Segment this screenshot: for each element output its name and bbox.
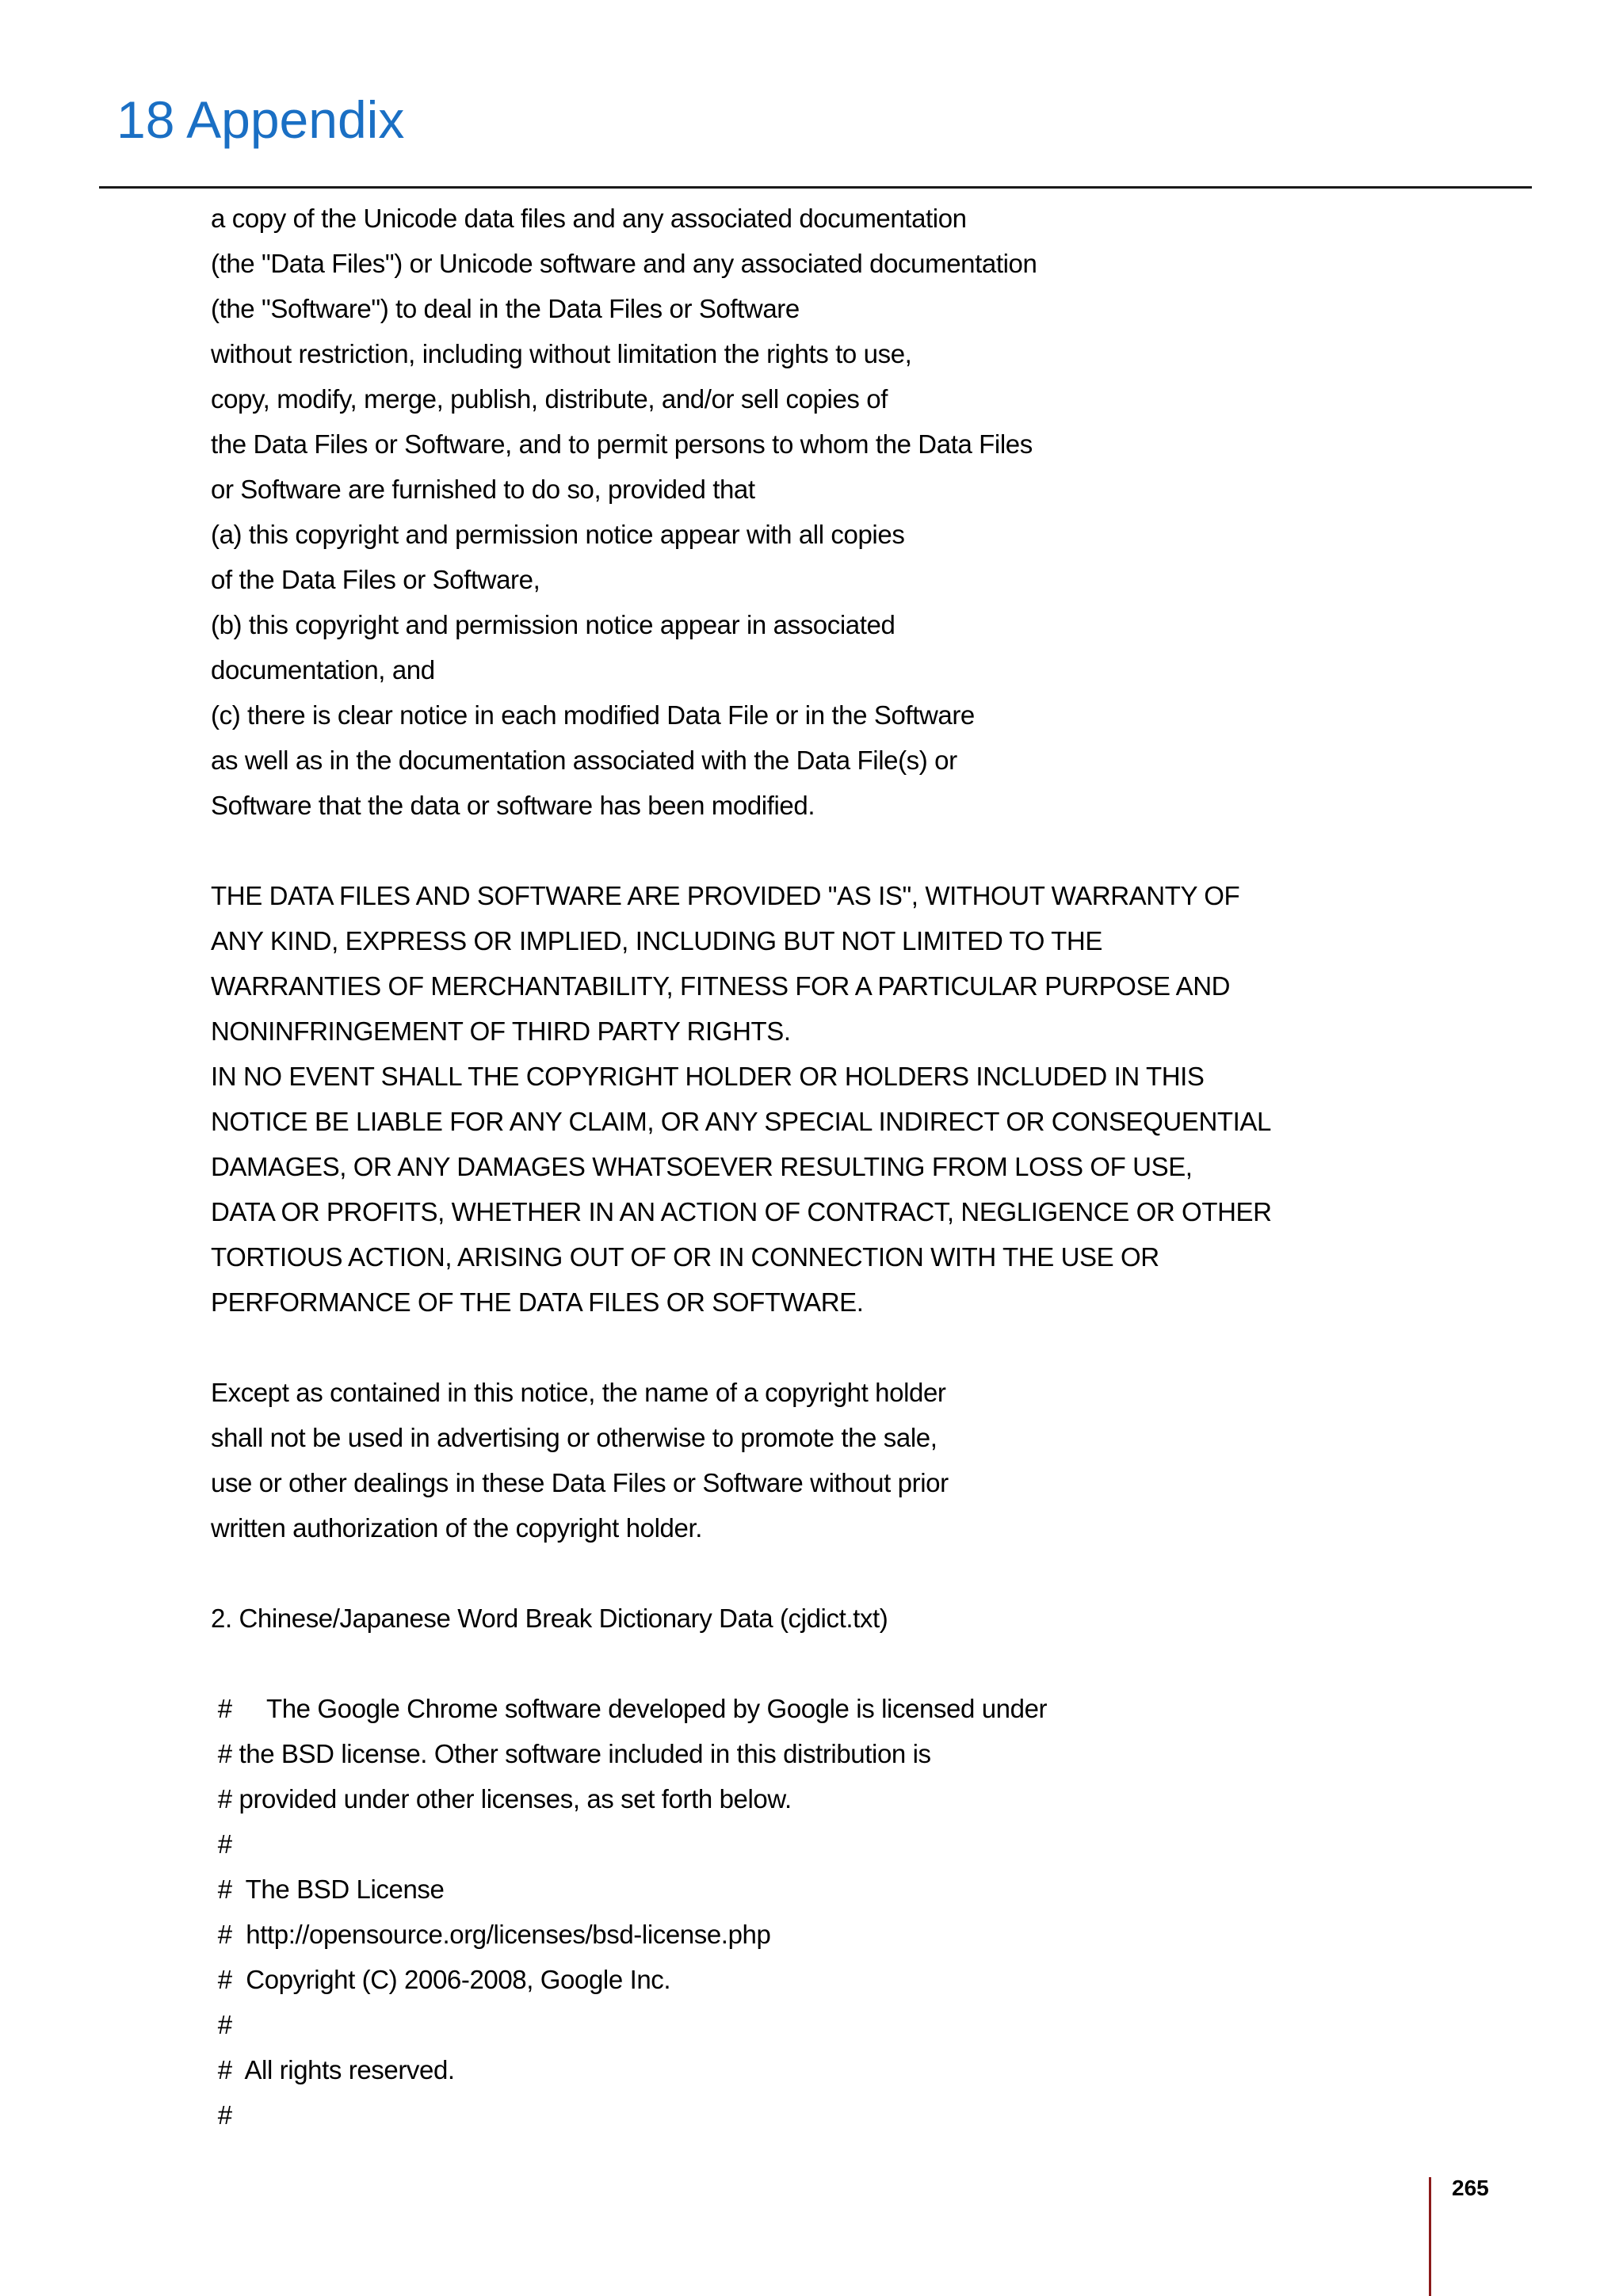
text-line: use or other dealings in these Data Files or Software without prior	[211, 1468, 949, 1497]
text-line: 2. Chinese/Japanese Word Break Dictionary Data (cjdict.txt)	[211, 1604, 888, 1633]
text-line: the Data Files or Software, and to permit persons to whom the Data Files	[211, 429, 1033, 459]
text-line: # provided under other licenses, as set forth below.	[211, 1784, 792, 1814]
text-line: # The Google Chrome software developed by Google is licensed under	[211, 1694, 1048, 1723]
text-line: IN NO EVENT SHALL THE COPYRIGHT HOLDER OR HOLDERS INCLUDED IN THIS	[211, 1062, 1205, 1091]
text-line: as well as in the documentation associated with the Data File(s) or	[211, 746, 957, 775]
text-line: ANY KIND, EXPRESS OR IMPLIED, INCLUDING BUT NOT LIMITED TO THE	[211, 926, 1102, 955]
text-line	[211, 1550, 1479, 1596]
text-line: (the "Data Files") or Unicode software and any associated documentation	[211, 249, 1037, 278]
text-line: of the Data Files or Software,	[211, 565, 540, 594]
text-line: Except as contained in this notice, the name of a copyright holder	[211, 1378, 946, 1407]
text-line: written authorization of the copyright holder.	[211, 1513, 702, 1543]
text-line: or Software are furnished to do so, provided that	[211, 475, 755, 504]
text-line: without restriction, including without limitation the rights to use,	[211, 339, 912, 368]
title-divider	[99, 186, 1532, 189]
page-number: 265	[1452, 2176, 1489, 2200]
text-line: # The BSD License	[211, 1875, 445, 1904]
text-line: (the "Software") to deal in the Data Files or Software	[211, 294, 800, 323]
text-line	[211, 1325, 1479, 1370]
text-line: copy, modify, merge, publish, distribute, and/or sell copies of	[211, 384, 888, 414]
text-line: Software that the data or software has been modified.	[211, 791, 815, 820]
text-line: a copy of the Unicode data files and any associated documentation	[211, 204, 967, 233]
text-line: #	[211, 2010, 232, 2039]
text-line: # the BSD license. Other software included in this distribution is	[211, 1739, 931, 1768]
text-line: (a) this copyright and permission notice appear with all copies	[211, 520, 905, 549]
text-line: THE DATA FILES AND SOFTWARE ARE PROVIDED "AS IS", WITHOUT WARRANTY OF	[211, 881, 1240, 910]
text-line: NOTICE BE LIABLE FOR ANY CLAIM, OR ANY SPECIAL INDIRECT OR CONSEQUENTIAL	[211, 1107, 1271, 1136]
text-line: # Copyright (C) 2006-2008, Google Inc.	[211, 1965, 671, 1994]
chapter-title: 18 Appendix	[116, 90, 405, 149]
text-line: shall not be used in advertising or otherwise to promote the sale,	[211, 1423, 938, 1452]
footer-divider	[1429, 2177, 1431, 2296]
text-line: (c) there is clear notice in each modified Data File or in the Software	[211, 700, 975, 730]
text-line	[211, 828, 1479, 873]
text-line: PERFORMANCE OF THE DATA FILES OR SOFTWARE.	[211, 1287, 864, 1317]
text-line: NONINFRINGEMENT OF THIRD PARTY RIGHTS.	[211, 1016, 791, 1046]
license-text	[211, 196, 1479, 2138]
text-line: DATA OR PROFITS, WHETHER IN AN ACTION OF CONTRACT, NEGLIGENCE OR OTHER	[211, 1197, 1272, 1226]
text-line: DAMAGES, OR ANY DAMAGES WHATSOEVER RESULTING FROM LOSS OF USE,	[211, 1152, 1193, 1181]
text-line: #	[211, 1829, 232, 1859]
text-line: #	[211, 2100, 232, 2130]
text-line: # All rights reserved.	[211, 2055, 455, 2084]
text-line: documentation, and	[211, 655, 435, 685]
text-line: # http://opensource.org/licenses/bsd-license.php	[211, 1920, 771, 1949]
text-line: (b) this copyright and permission notice appear in associated	[211, 610, 896, 639]
text-line: TORTIOUS ACTION, ARISING OUT OF OR IN CONNECTION WITH THE USE OR	[211, 1242, 1159, 1272]
text-line	[211, 1641, 1479, 1686]
text-line: WARRANTIES OF MERCHANTABILITY, FITNESS FOR A PARTICULAR PURPOSE AND	[211, 971, 1231, 1001]
